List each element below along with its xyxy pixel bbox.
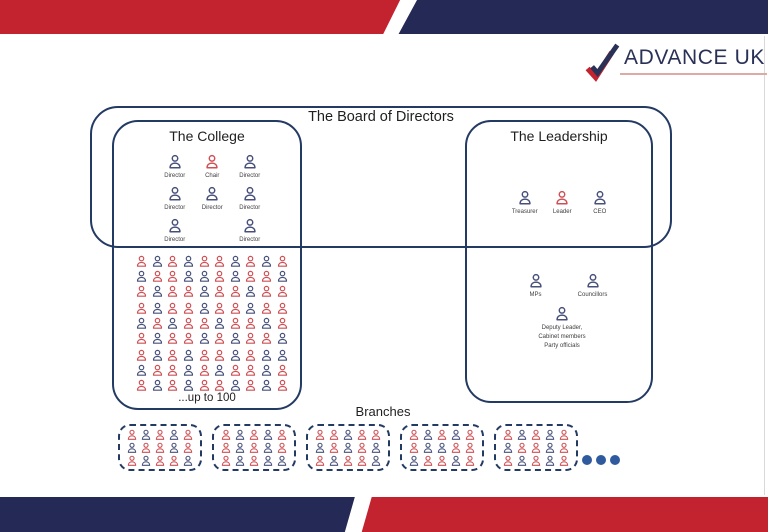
person-icon-row xyxy=(134,255,290,268)
person-icon xyxy=(151,379,164,392)
person-icon xyxy=(276,349,289,362)
branch-box-3 xyxy=(306,424,390,471)
person-icon-row xyxy=(134,302,290,315)
person-icon xyxy=(502,429,514,441)
dot xyxy=(582,455,592,465)
person-icon xyxy=(408,429,420,441)
advance-uk-logo xyxy=(584,40,767,86)
member-label: Director xyxy=(239,173,261,179)
person-icon xyxy=(244,317,257,330)
member xyxy=(156,154,194,181)
person-icon xyxy=(229,285,242,298)
member-label: Councillors xyxy=(577,292,608,298)
dot xyxy=(610,455,620,465)
person-icon xyxy=(276,364,289,377)
leadership-title: The Leadership xyxy=(510,128,608,144)
person-icon xyxy=(342,429,354,441)
person-icon xyxy=(276,429,288,441)
college-crowd-note: ...up to 100 xyxy=(178,392,236,404)
person-icon-row xyxy=(125,442,200,454)
person-icon xyxy=(276,317,289,330)
person-icon xyxy=(182,429,194,441)
person-icon xyxy=(229,270,242,283)
member-label: Director xyxy=(164,173,186,179)
person-icon xyxy=(166,302,179,315)
person-icon xyxy=(213,364,226,377)
person-icon xyxy=(242,218,258,234)
person-icon xyxy=(140,442,152,454)
person-icon xyxy=(220,442,232,454)
person-icon-row xyxy=(407,429,482,441)
person-icon xyxy=(262,455,274,467)
person-icon-row xyxy=(134,270,290,283)
person-icon xyxy=(166,270,179,283)
person-icon xyxy=(530,455,542,467)
person-icon xyxy=(182,332,195,345)
person-icon xyxy=(262,429,274,441)
person-icon xyxy=(544,455,556,467)
member xyxy=(231,218,269,245)
person-icon xyxy=(198,349,211,362)
member xyxy=(522,306,602,351)
person-icon xyxy=(220,455,232,467)
crowd-group xyxy=(134,255,290,298)
person-icon xyxy=(229,379,242,392)
member-label: Director xyxy=(239,205,261,211)
person-icon xyxy=(135,270,148,283)
person-icon xyxy=(154,429,166,441)
person-icon xyxy=(244,255,257,268)
person-icon-row xyxy=(407,455,482,467)
member-label: CEO xyxy=(593,209,607,215)
person-icon xyxy=(276,270,289,283)
person-icon xyxy=(229,332,242,345)
person-icon xyxy=(530,442,542,454)
person-icon xyxy=(166,332,179,345)
person-icon xyxy=(328,455,340,467)
person-icon xyxy=(370,429,382,441)
member xyxy=(156,186,194,213)
person-icon xyxy=(260,317,273,330)
logo-text: ADVANCE UK xyxy=(620,40,767,75)
person-icon-row xyxy=(313,442,388,454)
person-icon xyxy=(229,302,242,315)
person-icon xyxy=(168,429,180,441)
person-icon xyxy=(530,429,542,441)
member-label: Director xyxy=(201,205,223,211)
branches-title: Branches xyxy=(355,404,411,419)
person-icon xyxy=(198,317,211,330)
person-icon xyxy=(242,186,258,202)
person-icon xyxy=(342,455,354,467)
person-icon xyxy=(182,364,195,377)
person-icon xyxy=(168,442,180,454)
person-icon xyxy=(244,349,257,362)
person-icon xyxy=(166,364,179,377)
person-icon xyxy=(450,429,462,441)
person-icon xyxy=(166,255,179,268)
person-icon xyxy=(544,442,556,454)
person-icon xyxy=(204,154,220,170)
person-icon xyxy=(328,429,340,441)
checkmark-icon xyxy=(584,42,620,86)
person-icon xyxy=(314,455,326,467)
person-icon xyxy=(135,302,148,315)
person-icon xyxy=(558,429,570,441)
person-icon xyxy=(502,442,514,454)
college-crowd-grid xyxy=(134,255,290,396)
person-icon xyxy=(213,285,226,298)
person-icon xyxy=(126,429,138,441)
person-icon xyxy=(168,455,180,467)
person-icon xyxy=(585,273,601,289)
person-icon xyxy=(464,429,476,441)
branch-box-5 xyxy=(494,424,578,471)
person-icon-row xyxy=(501,442,576,454)
member xyxy=(507,273,564,300)
college-box xyxy=(112,120,302,410)
person-icon xyxy=(260,255,273,268)
person-icon xyxy=(592,190,608,206)
person-icon xyxy=(182,270,195,283)
person-icon xyxy=(151,270,164,283)
leadership-box xyxy=(465,120,653,403)
person-icon-row xyxy=(219,455,294,467)
member-label: Leader xyxy=(552,209,572,215)
person-icon xyxy=(260,349,273,362)
person-icon xyxy=(135,364,148,377)
person-icon xyxy=(314,429,326,441)
person-icon xyxy=(166,349,179,362)
person-icon xyxy=(182,255,195,268)
member xyxy=(194,154,232,181)
crowd-group xyxy=(134,302,290,345)
person-icon xyxy=(198,285,211,298)
person-icon xyxy=(260,332,273,345)
person-icon xyxy=(314,442,326,454)
person-icon xyxy=(262,442,274,454)
branch-box-2 xyxy=(212,424,296,471)
person-icon-row xyxy=(134,364,290,377)
person-icon xyxy=(242,154,258,170)
person-icon xyxy=(213,317,226,330)
person-icon-row xyxy=(134,317,290,330)
person-icon xyxy=(248,429,260,441)
person-icon xyxy=(151,285,164,298)
person-icon xyxy=(502,455,514,467)
person-icon-row xyxy=(313,429,388,441)
branch-box-4 xyxy=(400,424,484,471)
person-icon xyxy=(126,442,138,454)
person-icon xyxy=(234,429,246,441)
person-icon xyxy=(356,429,368,441)
person-icon xyxy=(126,455,138,467)
person-icon xyxy=(182,285,195,298)
person-icon xyxy=(244,332,257,345)
person-icon xyxy=(198,302,211,315)
person-icon xyxy=(167,186,183,202)
person-icon xyxy=(554,306,570,322)
person-icon xyxy=(151,332,164,345)
member xyxy=(506,190,544,217)
person-icon xyxy=(151,349,164,362)
person-icon xyxy=(135,285,148,298)
person-icon xyxy=(182,302,195,315)
person-icon xyxy=(244,379,257,392)
person-icon xyxy=(204,186,220,202)
person-icon xyxy=(244,270,257,283)
person-icon xyxy=(276,285,289,298)
person-icon-row xyxy=(125,455,200,467)
person-icon xyxy=(140,455,152,467)
person-icon xyxy=(229,255,242,268)
person-icon xyxy=(260,285,273,298)
person-icon xyxy=(248,442,260,454)
person-icon xyxy=(260,364,273,377)
person-icon xyxy=(154,455,166,467)
college-board-row-2 xyxy=(156,186,269,213)
person-icon-row xyxy=(501,429,576,441)
person-icon-row xyxy=(134,349,290,362)
person-icon xyxy=(135,332,148,345)
person-icon xyxy=(248,455,260,467)
member xyxy=(581,190,619,217)
person-icon xyxy=(276,442,288,454)
board-of-directors-title: The Board of Directors xyxy=(308,109,454,125)
more-branches-ellipsis-icon xyxy=(582,455,620,465)
person-icon xyxy=(182,442,194,454)
person-icon xyxy=(234,455,246,467)
person-icon-row xyxy=(125,429,200,441)
member-label: Treasurer xyxy=(511,209,538,215)
person-icon xyxy=(464,455,476,467)
person-icon xyxy=(151,364,164,377)
person-icon xyxy=(276,255,289,268)
person-icon xyxy=(244,302,257,315)
person-icon-row xyxy=(313,455,388,467)
person-icon-row xyxy=(219,429,294,441)
person-icon xyxy=(516,429,528,441)
branch-box-1 xyxy=(118,424,202,471)
person-icon xyxy=(436,429,448,441)
person-icon-row xyxy=(219,442,294,454)
bottom-banner xyxy=(0,497,768,532)
person-icon xyxy=(182,317,195,330)
dot xyxy=(596,455,606,465)
person-icon xyxy=(166,317,179,330)
person-icon xyxy=(517,190,533,206)
person-icon xyxy=(558,455,570,467)
person-icon xyxy=(198,255,211,268)
person-icon xyxy=(422,455,434,467)
member-label: MPs xyxy=(529,292,542,298)
slide-right-edge xyxy=(764,36,765,495)
person-icon xyxy=(140,429,152,441)
person-icon xyxy=(167,154,183,170)
person-icon xyxy=(544,429,556,441)
person-icon xyxy=(436,455,448,467)
person-icon xyxy=(244,285,257,298)
member-label: Chair xyxy=(205,173,220,179)
person-icon-row xyxy=(407,442,482,454)
person-icon-row xyxy=(134,379,290,392)
person-icon xyxy=(356,455,368,467)
person-icon xyxy=(356,442,368,454)
person-icon xyxy=(213,332,226,345)
member xyxy=(194,186,232,213)
person-icon xyxy=(450,442,462,454)
person-icon xyxy=(135,379,148,392)
member xyxy=(231,186,269,213)
person-icon-row xyxy=(134,332,290,345)
person-icon xyxy=(422,429,434,441)
person-icon xyxy=(229,364,242,377)
leadership-mid-row xyxy=(507,273,621,300)
member xyxy=(544,190,582,217)
person-icon xyxy=(516,442,528,454)
person-icon xyxy=(166,379,179,392)
person-icon xyxy=(528,273,544,289)
person-icon xyxy=(167,218,183,234)
person-icon xyxy=(229,349,242,362)
member xyxy=(231,154,269,181)
person-icon xyxy=(436,442,448,454)
person-icon xyxy=(213,349,226,362)
person-icon xyxy=(408,442,420,454)
person-icon xyxy=(260,302,273,315)
college-title: The College xyxy=(169,128,245,144)
person-icon xyxy=(213,302,226,315)
person-icon xyxy=(213,255,226,268)
person-icon xyxy=(154,442,166,454)
person-icon xyxy=(213,270,226,283)
person-icon xyxy=(135,317,148,330)
person-icon xyxy=(151,317,164,330)
leadership-bottom-row xyxy=(522,306,602,351)
member-spacer xyxy=(194,218,232,245)
person-icon xyxy=(182,349,195,362)
person-icon xyxy=(244,364,257,377)
person-icon xyxy=(422,442,434,454)
person-icon xyxy=(370,442,382,454)
person-icon xyxy=(558,442,570,454)
person-icon xyxy=(135,349,148,362)
leadership-top-row xyxy=(506,190,619,217)
person-icon xyxy=(342,442,354,454)
person-icon xyxy=(151,302,164,315)
crowd-group xyxy=(134,349,290,392)
member xyxy=(156,218,194,245)
college-board-row-1 xyxy=(156,154,269,181)
person-icon xyxy=(151,255,164,268)
person-icon xyxy=(516,455,528,467)
member xyxy=(564,273,621,300)
member-label: Director xyxy=(164,205,186,211)
person-icon xyxy=(213,379,226,392)
person-icon xyxy=(370,455,382,467)
person-icon xyxy=(260,379,273,392)
person-icon xyxy=(234,442,246,454)
member-label: Director xyxy=(164,237,186,243)
college-board-row-3 xyxy=(156,218,269,245)
person-icon xyxy=(276,455,288,467)
person-icon xyxy=(220,429,232,441)
person-icon xyxy=(229,317,242,330)
person-icon-row xyxy=(501,455,576,467)
person-icon xyxy=(464,442,476,454)
member-label: Deputy Leader, Cabinet members Party officials xyxy=(538,325,586,349)
person-icon-row xyxy=(134,285,290,298)
person-icon xyxy=(276,302,289,315)
person-icon xyxy=(260,270,273,283)
person-icon xyxy=(276,379,289,392)
person-icon xyxy=(276,332,289,345)
person-icon xyxy=(182,379,195,392)
person-icon xyxy=(166,285,179,298)
person-icon xyxy=(198,332,211,345)
person-icon xyxy=(328,442,340,454)
person-icon xyxy=(198,379,211,392)
person-icon xyxy=(182,455,194,467)
person-icon xyxy=(135,255,148,268)
person-icon xyxy=(450,455,462,467)
member-label: Director xyxy=(239,237,261,243)
top-banner xyxy=(0,0,768,34)
person-icon xyxy=(198,270,211,283)
person-icon xyxy=(554,190,570,206)
person-icon xyxy=(198,364,211,377)
person-icon xyxy=(408,455,420,467)
